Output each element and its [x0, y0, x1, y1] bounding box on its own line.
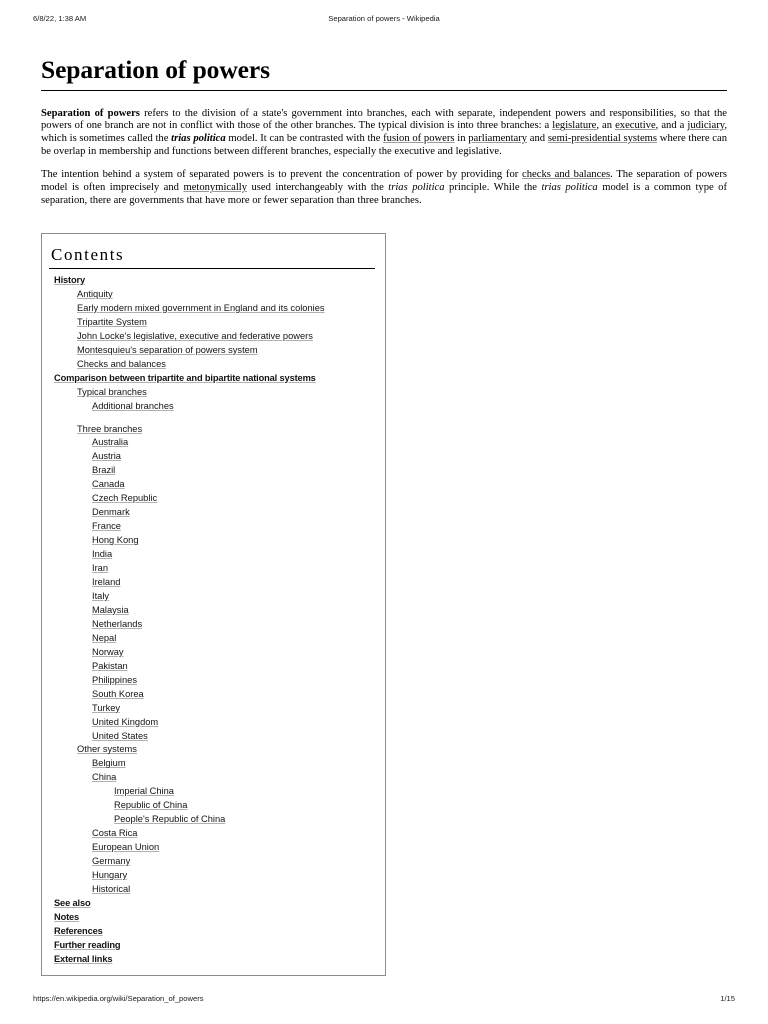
toc-link[interactable] [49, 939, 375, 953]
toc-link-label: See also [54, 897, 91, 908]
toc-link-label: European Union [92, 842, 160, 853]
toc-link-label: Ireland [92, 577, 121, 588]
toc-link[interactable] [49, 436, 375, 450]
toc-link[interactable] [49, 316, 375, 330]
inline-link[interactable]: metonymically [183, 182, 248, 194]
print-footer-url: https://en.wikipedia.org/wiki/Separation_of_powers [33, 994, 204, 1003]
toc-link[interactable] [49, 618, 375, 632]
page-title: Separation of powers [41, 55, 727, 91]
toc-link-label: Belgium [92, 758, 126, 769]
toc-link[interactable] [49, 450, 375, 464]
text-run: The intention behind a system of separated powers is to prevent the concentration of power by providing for [41, 169, 523, 181]
print-header [0, 14, 768, 28]
toc-link[interactable] [49, 423, 375, 437]
text-run: trias politica [541, 182, 598, 194]
print-footer-page-number: 1/15 [720, 994, 735, 1003]
toc-link-label: Turkey [92, 702, 121, 713]
toc-link[interactable] [49, 771, 375, 785]
toc-link-label: Pakistan [92, 660, 128, 671]
article-body [41, 55, 727, 208]
print-header-date: 6/8/22, 1:38 AM [33, 14, 87, 23]
toc-link[interactable] [49, 302, 375, 316]
toc-link[interactable] [49, 953, 375, 967]
inline-link[interactable]: checks and balances [522, 169, 611, 181]
toc-link-label: Hong Kong [92, 535, 139, 546]
toc-link-label: Tripartite System [77, 316, 147, 327]
toc-link[interactable] [49, 506, 375, 520]
toc-link-label: Three branches [77, 423, 143, 434]
toc-link-label: Notes [54, 911, 80, 922]
toc-link[interactable] [49, 632, 375, 646]
toc-link[interactable] [49, 869, 375, 883]
toc-link-label: South Korea [92, 688, 144, 699]
toc-link[interactable] [49, 534, 375, 548]
text-run: principle. While the [444, 182, 542, 194]
toc-link-label: United Kingdom [92, 716, 159, 727]
toc-link-label: History [54, 275, 85, 285]
toc-link-label: Canada [92, 479, 125, 490]
toc-link[interactable] [49, 478, 375, 492]
toc-link[interactable] [49, 813, 375, 827]
toc-link[interactable] [49, 400, 375, 414]
toc-link-label: Germany [92, 856, 131, 867]
toc-link-label: People's Republic of China [114, 814, 226, 825]
toc-link-label: Philippines [92, 674, 137, 685]
toc-link[interactable] [49, 562, 375, 576]
toc-link-label: External links [54, 953, 113, 964]
toc-link-label: Montesquieu's separation of powers system [77, 344, 258, 355]
toc-link[interactable] [49, 674, 375, 688]
text-run: , which is sometimes called the [41, 120, 727, 145]
toc-link-label: Czech Republic [92, 493, 158, 504]
print-header-title: Separation of powers - Wikipedia [328, 14, 440, 23]
toc-link[interactable] [49, 548, 375, 562]
contents-box [41, 233, 386, 976]
text-run: trias politica [388, 182, 445, 194]
toc-link-label: Other systems [77, 744, 137, 755]
toc-link-label: Denmark [92, 507, 130, 518]
toc-link-label: Checks and balances [77, 358, 166, 369]
text-run: in [454, 133, 469, 145]
toc-link[interactable] [49, 757, 375, 771]
text-run: , and a [655, 120, 688, 132]
toc-link-label: Brazil [92, 465, 116, 476]
toc-link-label: Austria [92, 451, 121, 462]
text-run: . The separation of powers model is often imprecisely and [41, 169, 727, 194]
toc-link-label: Italy [92, 590, 110, 601]
toc-link[interactable] [49, 344, 375, 358]
toc-link-label: India [92, 549, 113, 560]
toc-link-label: France [92, 521, 121, 532]
inline-link[interactable]: executive [615, 120, 656, 132]
inline-link[interactable]: fusion of powers [383, 133, 455, 145]
toc-link[interactable] [49, 604, 375, 618]
toc-link-label: Hungary [92, 870, 128, 881]
toc-link[interactable] [49, 702, 375, 716]
toc-link[interactable] [49, 274, 375, 288]
toc-link[interactable] [49, 660, 375, 674]
text-run: model is a common type of separation, there are governments that have more or fewer separation than three branches. [41, 182, 727, 207]
lead-paragraph-2 [41, 169, 727, 208]
toc-link[interactable] [49, 730, 375, 744]
contents-list [49, 274, 375, 967]
toc-link-label: Further reading [54, 939, 121, 950]
toc-link[interactable] [49, 646, 375, 660]
toc-link-label: Norway [92, 646, 124, 657]
toc-link-label: Malaysia [92, 604, 129, 615]
toc-link-label: Iran [92, 563, 109, 574]
toc-link[interactable] [49, 785, 375, 799]
text-run: refers to the division of a state's government into branches, each with separate, independent powers and responsibilities, so that the powers of one branch are not in conflict with those of the other branches. The typical division is into three branches: a [41, 107, 727, 132]
toc-link[interactable] [49, 330, 375, 344]
inline-link[interactable]: judiciary [687, 120, 725, 132]
toc-link[interactable] [49, 590, 375, 604]
toc-link[interactable] [49, 841, 375, 855]
toc-link[interactable] [49, 799, 375, 813]
toc-link-label: Historical [92, 883, 131, 894]
toc-link-label: Nepal [92, 632, 117, 643]
toc-link[interactable] [49, 827, 375, 841]
toc-link[interactable] [49, 855, 375, 869]
toc-link[interactable] [49, 464, 375, 478]
inline-link[interactable]: legislature [552, 120, 597, 132]
toc-link-label: China [92, 772, 117, 783]
print-footer [0, 994, 768, 1008]
text-run: Separation of powers [41, 107, 140, 119]
toc-link-label: Republic of China [114, 800, 188, 811]
toc-link[interactable] [49, 897, 375, 911]
text-run: model. It can be contrasted with the [225, 133, 384, 145]
text-run: trias politica [171, 133, 226, 145]
text-run: and [527, 133, 548, 145]
toc-link[interactable] [49, 716, 375, 730]
toc-link[interactable] [49, 386, 375, 400]
inline-link[interactable]: parliamentary [468, 133, 528, 145]
toc-link[interactable] [49, 358, 375, 372]
toc-link-label: Early modern mixed government in England and its colonies [77, 302, 325, 313]
toc-link-label: United States [92, 730, 148, 741]
toc-link-label: Costa Rica [92, 828, 138, 839]
toc-link-label: Imperial China [114, 786, 174, 797]
toc-link[interactable] [49, 576, 375, 590]
toc-link[interactable] [49, 288, 375, 302]
toc-link[interactable] [49, 372, 375, 386]
toc-link-label: Antiquity [77, 288, 113, 299]
toc-link[interactable] [49, 925, 375, 939]
toc-link-label: John Locke's legislative, executive and federative powers [77, 330, 313, 341]
toc-link-label: Typical branches [77, 386, 147, 397]
lead-paragraph-1 [41, 108, 727, 160]
toc-link[interactable] [49, 688, 375, 702]
toc-link-label: Australia [92, 437, 129, 448]
toc-link-label: Netherlands [92, 618, 143, 629]
inline-link[interactable]: semi-presidential systems [547, 133, 658, 145]
text-run: , an [596, 120, 616, 132]
contents-heading: Contents [49, 244, 375, 269]
toc-link-label: References [54, 925, 103, 936]
toc-link-label: Comparison between tripartite and bipartite national systems [54, 372, 316, 383]
toc-link[interactable] [49, 743, 375, 757]
toc-link[interactable] [49, 520, 375, 534]
toc-link[interactable] [49, 883, 375, 897]
toc-link[interactable] [49, 911, 375, 925]
toc-link-label: Additional branches [92, 400, 174, 411]
text-run: used interchangeably with the [247, 182, 389, 194]
text-run: where there can be overlap in membership and functions between different branches, especially the executive and legislative. [41, 133, 728, 158]
toc-link[interactable] [49, 492, 375, 506]
